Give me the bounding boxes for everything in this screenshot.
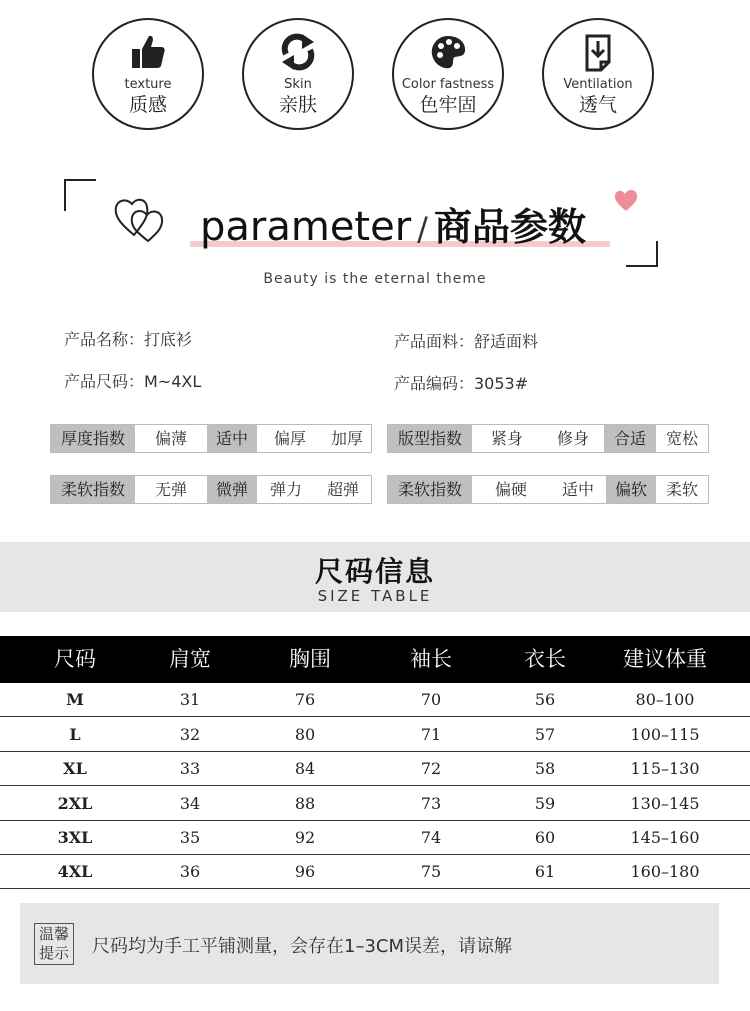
- index-option-selected: 微弹: [207, 476, 257, 503]
- table-cell: 72: [420, 759, 442, 778]
- column-header: 袖长: [410, 647, 452, 671]
- measurement-note: [20, 903, 719, 984]
- table-cell: XL: [63, 759, 87, 778]
- size-table-subtitle: SIZE TABLE: [317, 587, 433, 605]
- table-cell: 2XL: [57, 794, 93, 813]
- table-cell: 80–100: [635, 690, 695, 709]
- index-label: 柔软指数: [51, 476, 135, 503]
- table-cell: M: [66, 690, 84, 709]
- index-option-selected: 偏软: [606, 476, 656, 503]
- size-table-title: 尺码信息: [314, 555, 435, 588]
- thumbs-up-icon: [128, 32, 168, 72]
- column-header: 肩宽: [169, 647, 211, 671]
- feature-en-label: Ventilation: [563, 77, 633, 92]
- double-heart-icon: [112, 191, 172, 245]
- table-cell: 60: [534, 828, 556, 847]
- column-header: 建议体重: [623, 647, 707, 671]
- table-cell: 36: [179, 862, 201, 881]
- table-cell: 61: [534, 862, 556, 881]
- feature-en-label: texture: [124, 77, 172, 92]
- table-cell: 130–145: [630, 794, 700, 813]
- table-cell: 160–180: [630, 862, 700, 881]
- softness-index: [387, 475, 709, 504]
- table-cell: 57: [534, 725, 556, 744]
- palette-icon: [428, 32, 468, 72]
- note-text: 尺码均为手工平铺测量，会存在1–3CM误差，请谅解: [92, 936, 513, 957]
- corner-bracket-bottom-right: [626, 241, 658, 267]
- feature-en-label: Color fastness: [401, 77, 495, 92]
- size-table-header: [0, 636, 750, 683]
- table-row: [0, 683, 750, 717]
- subtitle: Beauty is the eternal theme: [263, 271, 487, 287]
- title-slash: /: [417, 210, 428, 248]
- index-option: 弹力: [269, 480, 302, 499]
- index-option-selected: 适中: [207, 425, 257, 452]
- table-cell: 100–115: [630, 725, 700, 744]
- index-option: 偏硬: [494, 480, 527, 499]
- corner-bracket-top-left: [64, 179, 96, 211]
- table-cell: 88: [294, 794, 316, 813]
- index-option: 宽松: [665, 429, 698, 448]
- note-tag-line: 温馨: [38, 925, 69, 943]
- index-option: 适中: [561, 480, 594, 499]
- index-option: 加厚: [330, 429, 363, 448]
- table-cell: 3XL: [57, 828, 93, 847]
- feature-zh-label: 色牢固: [419, 94, 477, 116]
- title-en: parameter: [200, 204, 412, 250]
- product-size: 产品尺码：M~4XL: [64, 372, 202, 391]
- table-cell: 76: [294, 690, 316, 709]
- index-option: 修身: [556, 429, 589, 448]
- table-row: [0, 787, 750, 821]
- page-title: [200, 203, 586, 253]
- table-cell: 75: [420, 862, 442, 881]
- index-option: 超弹: [326, 480, 359, 499]
- pink-heart-icon: [612, 187, 640, 213]
- parameter-header: [0, 175, 750, 285]
- table-cell: 96: [294, 862, 316, 881]
- table-cell: 84: [294, 759, 316, 778]
- table-cell: 32: [179, 725, 201, 744]
- feature-color-fastness: [392, 18, 504, 130]
- title-zh: 商品参数: [433, 205, 586, 249]
- table-cell: 71: [420, 725, 442, 744]
- recycle-arrows-icon: [278, 32, 318, 72]
- table-cell: 56: [534, 690, 556, 709]
- feature-ventilation: [542, 18, 654, 130]
- product-name: 产品名称：打底衫: [64, 330, 193, 349]
- table-row: [0, 718, 750, 752]
- table-row: [0, 752, 750, 786]
- index-option: 无弹: [154, 480, 187, 499]
- table-cell: 74: [420, 828, 442, 847]
- table-cell: 4XL: [57, 862, 93, 881]
- table-cell: 33: [179, 759, 201, 778]
- table-row: [0, 855, 750, 889]
- column-header: 衣长: [524, 647, 566, 671]
- index-option-selected: 合适: [604, 425, 656, 452]
- index-label: 版型指数: [388, 425, 472, 452]
- index-label: 厚度指数: [51, 425, 135, 452]
- ventilation-icon: [578, 32, 618, 72]
- feature-en-label: Skin: [284, 77, 312, 92]
- index-option: 偏薄: [154, 429, 187, 448]
- table-cell: 59: [534, 794, 556, 813]
- column-header: 胸围: [289, 647, 331, 671]
- table-cell: 80: [294, 725, 316, 744]
- feature-icons: [0, 18, 750, 133]
- note-tag: [34, 923, 74, 965]
- table-row: [0, 821, 750, 855]
- feature-skin: [242, 18, 354, 130]
- table-cell: 70: [420, 690, 442, 709]
- table-cell: 145–160: [630, 828, 700, 847]
- feature-zh-label: 质感: [128, 94, 167, 116]
- index-label: 柔软指数: [388, 476, 472, 503]
- index-option: 偏厚: [273, 429, 306, 448]
- feature-texture: [92, 18, 204, 130]
- table-cell: 58: [534, 759, 556, 778]
- fit-index: [387, 424, 709, 453]
- table-cell: 31: [179, 690, 201, 709]
- table-cell: L: [69, 725, 81, 744]
- column-header: 尺码: [54, 647, 96, 671]
- table-cell: 34: [179, 794, 201, 813]
- table-cell: 35: [179, 828, 201, 847]
- feature-zh-label: 透气: [578, 94, 617, 116]
- feature-zh-label: 亲肤: [278, 94, 317, 116]
- index-option: 紧身: [490, 429, 523, 448]
- index-option: 柔软: [665, 480, 698, 499]
- elasticity-index: [50, 475, 372, 504]
- table-cell: 73: [420, 794, 442, 813]
- table-cell: 92: [294, 828, 316, 847]
- product-fabric: 产品面料：舒适面料: [394, 332, 539, 351]
- product-code: 产品编码：3053#: [394, 374, 529, 393]
- note-tag-line: 提示: [38, 944, 69, 962]
- size-table-banner: [0, 542, 750, 612]
- table-cell: 115–130: [630, 759, 700, 778]
- thickness-index: [50, 424, 372, 453]
